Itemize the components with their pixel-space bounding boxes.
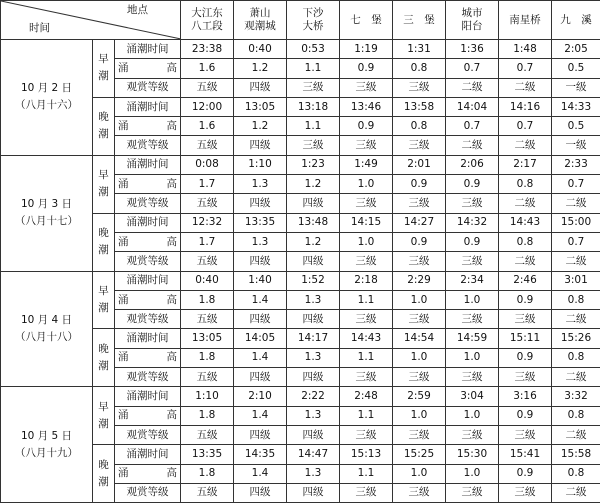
value-cell: 三级 — [393, 252, 446, 271]
value-cell: 14:05 — [234, 329, 287, 348]
lunar-date-text: （八月十六） — [1, 97, 92, 114]
tide-label-char: 潮 — [93, 416, 114, 433]
value-cell: 14:35 — [234, 445, 287, 464]
morning-time-row — [1, 155, 600, 174]
evening-tide-cell — [93, 445, 115, 503]
value-cell: 12:00 — [181, 97, 234, 116]
value-cell: 1.3 — [287, 290, 340, 309]
value-cell: 1.0 — [446, 348, 499, 367]
value-cell: 1.8 — [181, 406, 234, 425]
value-cell: 2:48 — [340, 387, 393, 406]
tide-label-char: 潮 — [93, 184, 114, 201]
value-cell: 3:04 — [446, 387, 499, 406]
value-cell: 1.6 — [181, 59, 234, 78]
lunar-date-text: （八月十七） — [1, 213, 92, 230]
value-cell: 14:16 — [499, 97, 552, 116]
value-cell: 0.9 — [340, 59, 393, 78]
item-label: 涌潮时间 — [115, 387, 181, 406]
value-cell: 13:35 — [234, 213, 287, 232]
value-cell: 2:34 — [446, 271, 499, 290]
value-cell: 1.6 — [181, 117, 234, 136]
value-cell: 1:10 — [181, 387, 234, 406]
location-header-4 — [340, 1, 393, 40]
value-cell: 0.5 — [552, 117, 600, 136]
value-cell: 15:30 — [446, 445, 499, 464]
item-label: 涌潮时间 — [115, 329, 181, 348]
value-cell: 四级 — [287, 194, 340, 213]
value-cell: 2:01 — [393, 155, 446, 174]
value-cell: 二级 — [552, 483, 600, 502]
tide-label-char: 晚 — [93, 109, 114, 126]
value-cell: 3:16 — [499, 387, 552, 406]
location-header-2 — [234, 1, 287, 40]
value-cell: 1.8 — [181, 348, 234, 367]
item-label: 观赏等级 — [115, 310, 181, 329]
value-cell: 2:06 — [446, 155, 499, 174]
value-cell: 0:40 — [181, 271, 234, 290]
value-cell: 1.2 — [287, 175, 340, 194]
item-label: 涌 高 — [115, 175, 181, 194]
value-cell: 0.5 — [552, 59, 600, 78]
value-cell: 1.0 — [446, 406, 499, 425]
location-name-part: 九 溪 — [552, 14, 600, 27]
tide-label-char: 早 — [93, 283, 114, 300]
value-cell: 三级 — [393, 136, 446, 155]
value-cell: 1.2 — [234, 59, 287, 78]
value-cell: 15:13 — [340, 445, 393, 464]
value-cell: 四级 — [287, 310, 340, 329]
tide-label-char: 潮 — [93, 358, 114, 375]
value-cell: 2:17 — [499, 155, 552, 174]
value-cell: 1.8 — [181, 464, 234, 483]
value-cell: 二级 — [446, 78, 499, 97]
value-cell: 三级 — [287, 136, 340, 155]
value-cell: 13:18 — [287, 97, 340, 116]
value-cell: 四级 — [234, 310, 287, 329]
value-cell: 四级 — [287, 425, 340, 444]
date-cell — [1, 155, 93, 271]
date-cell — [1, 40, 93, 156]
location-header-8 — [552, 1, 600, 40]
value-cell: 0:40 — [234, 40, 287, 59]
item-label: 观赏等级 — [115, 136, 181, 155]
time-label: 时间 — [29, 22, 50, 35]
value-cell: 1.4 — [234, 406, 287, 425]
value-cell: 三级 — [393, 194, 446, 213]
value-cell: 15:11 — [499, 329, 552, 348]
lunar-date-text: （八月十八） — [1, 329, 92, 346]
value-cell: 1.3 — [234, 232, 287, 251]
date-text: 10 月 2 日 — [1, 80, 92, 97]
value-cell: 二级 — [552, 425, 600, 444]
value-cell: 0.8 — [552, 290, 600, 309]
value-cell: 三级 — [340, 136, 393, 155]
tide-label-char: 潮 — [93, 242, 114, 259]
item-label: 观赏等级 — [115, 368, 181, 387]
location-header-6 — [446, 1, 499, 40]
value-cell: 三级 — [393, 425, 446, 444]
value-cell: 四级 — [234, 252, 287, 271]
location-header-1 — [181, 1, 234, 40]
item-label: 观赏等级 — [115, 483, 181, 502]
value-cell: 1.0 — [340, 175, 393, 194]
item-label: 涌潮时间 — [115, 271, 181, 290]
value-cell: 三级 — [340, 368, 393, 387]
value-cell: 14:04 — [446, 97, 499, 116]
tide-label-char: 潮 — [93, 126, 114, 143]
value-cell: 15:26 — [552, 329, 600, 348]
header-row — [1, 1, 600, 40]
value-cell: 五级 — [181, 310, 234, 329]
value-cell: 三级 — [446, 368, 499, 387]
value-cell: 13:48 — [287, 213, 340, 232]
morning-tide-cell — [93, 387, 115, 445]
tide-label-char: 晚 — [93, 341, 114, 358]
item-label: 涌 高 — [115, 406, 181, 425]
value-cell: 2:33 — [552, 155, 600, 174]
value-cell: 0.7 — [446, 117, 499, 136]
tide-label-char: 早 — [93, 167, 114, 184]
morning-tide-cell — [93, 40, 115, 98]
morning-tide-cell — [93, 271, 115, 329]
value-cell: 五级 — [181, 194, 234, 213]
value-cell: 3:01 — [552, 271, 600, 290]
value-cell: 1.1 — [340, 290, 393, 309]
date-text: 10 月 4 日 — [1, 312, 92, 329]
location-header-3 — [287, 1, 340, 40]
value-cell: 12:32 — [181, 213, 234, 232]
location-header-7 — [499, 1, 552, 40]
value-cell: 14:27 — [393, 213, 446, 232]
value-cell: 三级 — [340, 425, 393, 444]
value-cell: 14:15 — [340, 213, 393, 232]
value-cell: 15:58 — [552, 445, 600, 464]
value-cell: 二级 — [552, 368, 600, 387]
value-cell: 2:18 — [340, 271, 393, 290]
value-cell: 四级 — [234, 483, 287, 502]
location-name-part: 南星桥 — [499, 14, 551, 27]
value-cell: 四级 — [287, 483, 340, 502]
value-cell: 1.0 — [393, 290, 446, 309]
item-label: 涌潮时间 — [115, 155, 181, 174]
value-cell: 1:48 — [499, 40, 552, 59]
value-cell: 四级 — [234, 368, 287, 387]
tide-label-char: 晚 — [93, 225, 114, 242]
value-cell: 五级 — [181, 136, 234, 155]
value-cell: 13:05 — [181, 329, 234, 348]
value-cell: 四级 — [234, 78, 287, 97]
value-cell: 1.0 — [340, 232, 393, 251]
value-cell: 1.7 — [181, 232, 234, 251]
value-cell: 1:49 — [340, 155, 393, 174]
value-cell: 1.1 — [340, 464, 393, 483]
value-cell: 二级 — [446, 136, 499, 155]
item-label: 涌潮时间 — [115, 40, 181, 59]
value-cell: 三级 — [446, 194, 499, 213]
value-cell: 2:10 — [234, 387, 287, 406]
item-label: 涌 高 — [115, 290, 181, 309]
value-cell: 1.7 — [181, 175, 234, 194]
value-cell: 15:41 — [499, 445, 552, 464]
value-cell: 0.8 — [393, 59, 446, 78]
value-cell: 1:10 — [234, 155, 287, 174]
value-cell: 0.9 — [446, 232, 499, 251]
value-cell: 一级 — [552, 78, 600, 97]
value-cell: 1:40 — [234, 271, 287, 290]
value-cell: 13:58 — [393, 97, 446, 116]
value-cell: 0.8 — [393, 117, 446, 136]
value-cell: 1.1 — [287, 117, 340, 136]
evening-tide-cell — [93, 329, 115, 387]
value-cell: 一级 — [552, 136, 600, 155]
value-cell: 0.8 — [499, 175, 552, 194]
value-cell: 二级 — [552, 310, 600, 329]
item-label: 观赏等级 — [115, 252, 181, 271]
value-cell: 三级 — [446, 425, 499, 444]
value-cell: 14:47 — [287, 445, 340, 464]
value-cell: 1.3 — [287, 464, 340, 483]
evening-tide-cell — [93, 213, 115, 271]
value-cell: 0.9 — [499, 406, 552, 425]
value-cell: 2:29 — [393, 271, 446, 290]
evening-tide-cell — [93, 97, 115, 155]
value-cell: 三级 — [499, 368, 552, 387]
value-cell: 三级 — [446, 252, 499, 271]
value-cell: 0.9 — [340, 117, 393, 136]
location-name-part: 三 堡 — [393, 14, 445, 27]
value-cell: 五级 — [181, 368, 234, 387]
value-cell: 二级 — [499, 194, 552, 213]
date-text: 10 月 5 日 — [1, 428, 92, 445]
value-cell: 0.8 — [552, 348, 600, 367]
location-name-part: 城市 — [446, 7, 498, 20]
value-cell: 三级 — [340, 483, 393, 502]
value-cell: 三级 — [340, 194, 393, 213]
item-label: 观赏等级 — [115, 78, 181, 97]
value-cell: 3:32 — [552, 387, 600, 406]
value-cell: 0.9 — [499, 290, 552, 309]
corner-diagonal — [1, 1, 181, 39]
value-cell: 三级 — [287, 78, 340, 97]
location-name-part: 萧山 — [234, 7, 286, 20]
value-cell: 三级 — [393, 368, 446, 387]
value-cell: 14:43 — [340, 329, 393, 348]
location-header-5 — [393, 1, 446, 40]
value-cell: 1:52 — [287, 271, 340, 290]
value-cell: 二级 — [552, 252, 600, 271]
place-label: 地点 — [127, 4, 148, 17]
value-cell: 三级 — [499, 310, 552, 329]
header-corner-cell — [1, 1, 181, 40]
value-cell: 14:43 — [499, 213, 552, 232]
tide-label-char: 潮 — [93, 68, 114, 85]
date-cell — [1, 387, 93, 503]
tide-label-char: 晚 — [93, 457, 114, 474]
value-cell: 二级 — [552, 194, 600, 213]
value-cell: 二级 — [499, 78, 552, 97]
value-cell: 1.3 — [234, 175, 287, 194]
value-cell: 14:54 — [393, 329, 446, 348]
value-cell: 0.8 — [552, 464, 600, 483]
value-cell: 0.8 — [499, 232, 552, 251]
item-label: 涌潮时间 — [115, 213, 181, 232]
value-cell: 1.2 — [234, 117, 287, 136]
value-cell: 15:00 — [552, 213, 600, 232]
value-cell: 1:19 — [340, 40, 393, 59]
value-cell: 14:32 — [446, 213, 499, 232]
value-cell: 0.9 — [499, 464, 552, 483]
tide-label-char: 潮 — [93, 300, 114, 317]
lunar-date-text: （八月十九） — [1, 445, 92, 462]
morning-tide-cell — [93, 155, 115, 213]
value-cell: 二级 — [499, 136, 552, 155]
value-cell: 14:33 — [552, 97, 600, 116]
tide-label-char: 早 — [93, 51, 114, 68]
item-label: 涌潮时间 — [115, 445, 181, 464]
value-cell: 13:46 — [340, 97, 393, 116]
value-cell: 0.7 — [446, 59, 499, 78]
item-label: 涌 高 — [115, 117, 181, 136]
value-cell: 1.2 — [287, 232, 340, 251]
value-cell: 1.8 — [181, 290, 234, 309]
value-cell: 0:53 — [287, 40, 340, 59]
value-cell: 1.3 — [287, 406, 340, 425]
location-name-part: 大江东 — [181, 7, 233, 20]
tide-label-char: 早 — [93, 399, 114, 416]
value-cell: 五级 — [181, 252, 234, 271]
tide-label-char: 潮 — [93, 474, 114, 491]
value-cell: 1.0 — [393, 464, 446, 483]
date-cell — [1, 271, 93, 387]
value-cell: 三级 — [393, 78, 446, 97]
value-cell: 1:31 — [393, 40, 446, 59]
location-name-part: 七 堡 — [340, 14, 392, 27]
item-label: 涌 高 — [115, 464, 181, 483]
value-cell: 五级 — [181, 78, 234, 97]
value-cell: 三级 — [393, 483, 446, 502]
value-cell: 2:05 — [552, 40, 600, 59]
value-cell: 1:36 — [446, 40, 499, 59]
value-cell: 0.9 — [393, 175, 446, 194]
location-name-part: 阳台 — [446, 20, 498, 33]
value-cell: 0.9 — [393, 232, 446, 251]
value-cell: 三级 — [499, 425, 552, 444]
value-cell: 14:59 — [446, 329, 499, 348]
item-label: 涌 高 — [115, 59, 181, 78]
value-cell: 1:23 — [287, 155, 340, 174]
value-cell: 1.4 — [234, 348, 287, 367]
location-name-part: 大桥 — [287, 20, 339, 33]
item-label: 涌 高 — [115, 232, 181, 251]
value-cell: 三级 — [499, 483, 552, 502]
value-cell: 13:35 — [181, 445, 234, 464]
value-cell: 13:05 — [234, 97, 287, 116]
value-cell: 2:59 — [393, 387, 446, 406]
value-cell: 三级 — [393, 310, 446, 329]
value-cell: 2:22 — [287, 387, 340, 406]
value-cell: 二级 — [499, 252, 552, 271]
location-name-part: 下沙 — [287, 7, 339, 20]
value-cell: 0.9 — [446, 175, 499, 194]
morning-time-row — [1, 387, 600, 406]
value-cell: 四级 — [234, 136, 287, 155]
value-cell: 四级 — [234, 425, 287, 444]
value-cell: 0.7 — [499, 117, 552, 136]
morning-time-row — [1, 40, 600, 59]
value-cell: 1.0 — [393, 348, 446, 367]
value-cell: 1.3 — [287, 348, 340, 367]
value-cell: 0.8 — [552, 406, 600, 425]
value-cell: 23:38 — [181, 40, 234, 59]
value-cell: 五级 — [181, 425, 234, 444]
value-cell: 0.7 — [499, 59, 552, 78]
value-cell: 四级 — [287, 252, 340, 271]
value-cell: 三级 — [446, 483, 499, 502]
value-cell: 1.0 — [446, 290, 499, 309]
value-cell: 1.4 — [234, 464, 287, 483]
morning-time-row — [1, 271, 600, 290]
value-cell: 1.1 — [340, 348, 393, 367]
tide-table-body — [1, 1, 600, 503]
value-cell: 1.0 — [446, 464, 499, 483]
value-cell: 四级 — [234, 194, 287, 213]
value-cell: 0.9 — [499, 348, 552, 367]
item-label: 观赏等级 — [115, 194, 181, 213]
value-cell: 15:25 — [393, 445, 446, 464]
item-label: 涌潮时间 — [115, 97, 181, 116]
value-cell: 14:17 — [287, 329, 340, 348]
value-cell: 五级 — [181, 483, 234, 502]
value-cell: 1.4 — [234, 290, 287, 309]
value-cell: 0:08 — [181, 155, 234, 174]
item-label: 涌 高 — [115, 348, 181, 367]
date-text: 10 月 3 日 — [1, 196, 92, 213]
value-cell: 1.1 — [340, 406, 393, 425]
value-cell: 三级 — [340, 310, 393, 329]
value-cell: 1.1 — [287, 59, 340, 78]
item-label: 观赏等级 — [115, 425, 181, 444]
value-cell: 四级 — [287, 368, 340, 387]
location-name-part: 八工段 — [181, 20, 233, 33]
value-cell: 三级 — [340, 78, 393, 97]
value-cell: 0.7 — [552, 175, 600, 194]
value-cell: 1.0 — [393, 406, 446, 425]
value-cell: 三级 — [340, 252, 393, 271]
value-cell: 三级 — [446, 310, 499, 329]
value-cell: 2:46 — [499, 271, 552, 290]
value-cell: 0.7 — [552, 232, 600, 251]
location-name-part: 观潮城 — [234, 20, 286, 33]
